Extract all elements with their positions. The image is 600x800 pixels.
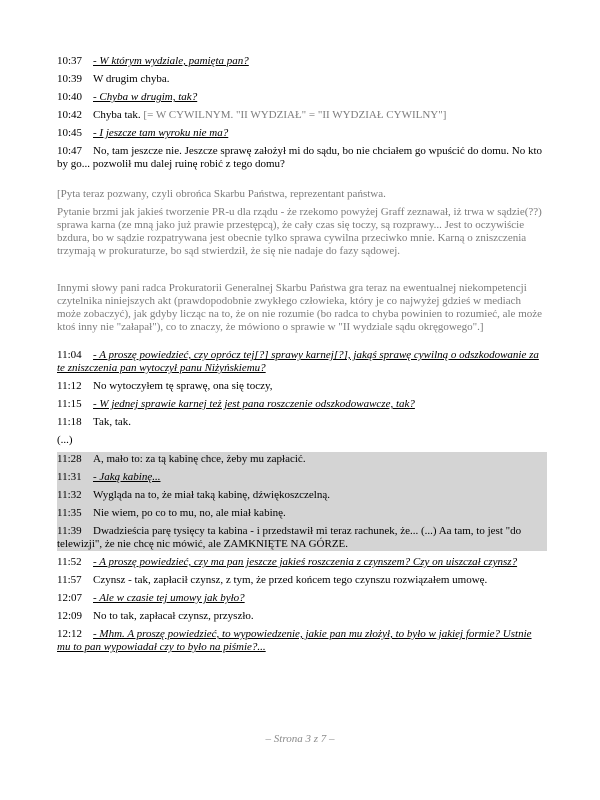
transcript-block-1 (57, 55, 547, 171)
page-footer: – Strona 3 z 7 – (265, 733, 335, 745)
question-text: - Chyba w drugim, tak? (93, 91, 198, 103)
transcript-line (57, 127, 547, 140)
transcript-line (57, 453, 547, 466)
answer-text: Wygląda na to, że miał taką kabinę, dźwiękoszczelną. (93, 489, 330, 501)
transcript-line (57, 349, 547, 375)
question-text: - A proszę powiedzieć, czy oprócz tej[?] sprawy karnej[?], jakąś sprawę cywilną o odszkodowanie za te zniszczenia pan wytoczył panu Niżyńskiemu? (57, 349, 539, 374)
transcript-line (57, 73, 547, 86)
question-text: - Ale w czasie tej umowy jak było? (93, 592, 245, 604)
answer-text: A, mało to: za tą kabinę chce, żeby mu zapłacić. (93, 453, 306, 465)
timestamp: 11:04 (57, 349, 82, 361)
timestamp: 11:12 (57, 380, 82, 392)
timestamp: 11:28 (57, 453, 82, 465)
commentary-paragraph: Pytanie brzmi jak jakieś tworzenie PR-u dla rządu - że rzekomo powyżej Graff zeznawał, iż trwa w sądzie(??) sprawa karna (ze mną jako już prawie przestępcą), że cały czas się toczy, są rozprawy... Jest to oczywiście bzdura, bo w sądzie rozpatrywana jest obecnie tylko sprawa cywilna przeciwko mnie. Karną o zniszczenia trzymają w prokuraturze, bo sąd stwierdził, że się nie nadaje do fazy sądowej. (57, 206, 542, 257)
transcript-line (57, 55, 547, 68)
transcript-line (57, 507, 547, 520)
timestamp: 12:09 (57, 610, 83, 622)
bracket-note: [= W CYWILNYM. "II WYDZIAŁ" = "II WYDZIAŁ CYWILNY"] (140, 109, 447, 121)
timestamp: 10:39 (57, 73, 83, 85)
ellipsis: (...) (57, 434, 73, 446)
question-text: - A proszę powiedzieć, czy ma pan jeszcze jakieś roszczenia z czynszem? Czy on uiszczał czynsz? (93, 556, 518, 568)
question-text: - I jeszcze tam wyroku nie ma? (93, 127, 229, 139)
answer-text: Czynsz - tak, zapłacił czynsz, z tym, że przed końcem tego czynszu rozwiązałem umowę. (93, 574, 488, 586)
answer-text: No wytoczyłem tę sprawę, ona się toczy, (93, 380, 273, 392)
question-text: - Jaką kabinę... (93, 471, 161, 483)
answer-text: W drugim chyba. (93, 73, 170, 85)
transcript-line (57, 398, 547, 411)
commentary-paragraph: Innymi słowy pani radca Prokuratorii Generalnej Skarbu Państwa gra teraz na ewentualnej niekompetencji czytelnika niniejszych akt (prawdopodobnie zwykłego człowieka, który je co najwyżej gdzieś w mediach może zobaczyć), jak gdyby licząc na to, że on nie rozumie (bo radca to chyba powinien to rozumieć, ale może ktoś inny nie "załapał"), co to znaczy, że mówiono o sprawie w "II wydziale sądu okręgowego".] (57, 282, 543, 333)
transcript-line (57, 489, 547, 502)
timestamp: 10:47 (57, 145, 83, 157)
transcript-line (57, 471, 547, 484)
answer-text: Chyba tak. (93, 109, 141, 121)
timestamp: 10:37 (57, 55, 83, 67)
timestamp: 11:31 (57, 471, 82, 483)
question-text: - Mhm. A proszę powiedzieć, to wypowiedzenie, jakie pan mu złożył, to było w jakiej formie? Ustnie mu to pan wypowiadał czy to było na piśmie?... (57, 628, 532, 653)
transcript-line (57, 416, 547, 429)
transcript-line (57, 610, 547, 623)
transcript-line (57, 574, 547, 587)
transcript-line (57, 556, 547, 569)
timestamp: 10:40 (57, 91, 83, 103)
timestamp: 12:12 (57, 628, 83, 640)
question-text: - W jednej sprawie karnej też jest pana roszczenie odszkodowawcze, tak? (93, 398, 415, 410)
transcript-block-2 (57, 349, 547, 429)
transcript-line (57, 145, 547, 171)
timestamp: 11:52 (57, 556, 82, 568)
answer-text: Tak, tak. (93, 416, 132, 428)
commentary-paragraph: [Pyta teraz pozwany, czyli obrońca Skarbu Państwa, reprezentant państwa. (57, 188, 386, 200)
transcript-page (57, 55, 547, 659)
timestamp: 11:39 (57, 525, 82, 537)
timestamp: 10:42 (57, 109, 83, 121)
answer-text: No to tak, zapłacał czynsz, przyszło. (93, 610, 254, 622)
answer-text: Dwadzieścia parę tysięcy ta kabina - i przedstawił mi teraz rachunek, że... (...) Aa tam, to jest "do telewizji", że nie chcę nic mówić, ale ZAMKNIĘTE NA GÓRZE. (57, 525, 522, 550)
answer-text: No, tam jeszcze nie. Jeszcze sprawę założył mi do sądu, bo nie chciałem go wpuścić do domu. No kto by go... pozwolił mu dalej ruinę robić z tego domu? (57, 145, 543, 170)
timestamp: 11:18 (57, 416, 82, 428)
transcript-block-3 (57, 556, 547, 654)
question-text: - W którym wydziale, pamięta pan? (93, 55, 249, 67)
transcript-line (57, 525, 547, 551)
transcript-line (57, 628, 547, 654)
timestamp: 12:07 (57, 592, 83, 604)
transcript-line (57, 91, 547, 104)
transcript-line (57, 109, 547, 122)
timestamp: 11:32 (57, 489, 82, 501)
timestamp: 11:57 (57, 574, 82, 586)
timestamp: 10:45 (57, 127, 83, 139)
transcript-line (57, 380, 547, 393)
timestamp: 11:35 (57, 507, 82, 519)
highlighted-block (57, 452, 547, 551)
answer-text: Nie wiem, po co to mu, no, ale miał kabinę. (93, 507, 286, 519)
timestamp: 11:15 (57, 398, 82, 410)
transcript-line (57, 592, 547, 605)
